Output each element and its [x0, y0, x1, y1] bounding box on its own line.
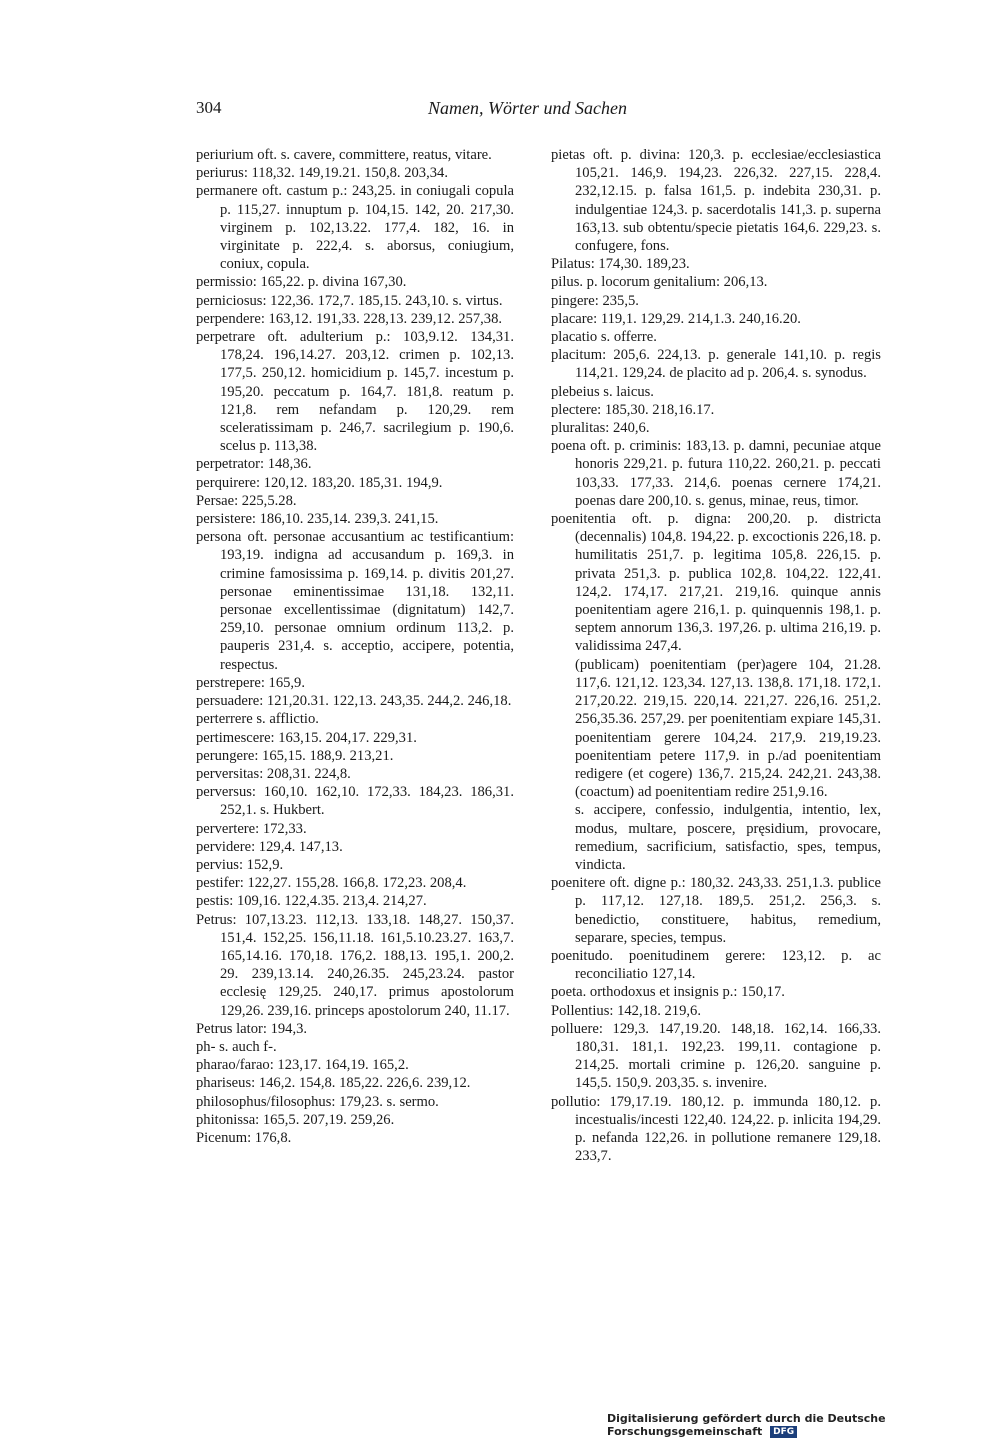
- index-entry: pervertere: 172,33.: [196, 820, 307, 837]
- index-entry: poenitentia oft. p. digna: 200,20. p. districta (decennalis) 104,8. 194,22. p. excoctionis 226,18. p. humilitatis 251,7. p. legitima 105,8. 226,15. p. privata 251,3. p. publica 102,8. 104,22. 122,41. 124,2. 174,17. 217,21. 219,16. quinque annis poenitentiam agere 216,1. p. quinquennis 198,1. p. septem annorum 136,3. 197,26. p. ultima 216,19. p. validissima 247,4.: [551, 511, 881, 655]
- index-entry: pharao/farao: 123,17. 164,19. 165,2.: [196, 1057, 409, 1074]
- index-entry: poeta. orthodoxus et insignis p.: 150,17.: [551, 984, 785, 1001]
- index-entry: pestifer: 122,27. 155,28. 166,8. 172,23. 208,4.: [196, 875, 467, 892]
- index-entry: Persae: 225,5.28.: [196, 492, 297, 509]
- running-title: Namen, Wörter und Sachen: [428, 98, 627, 118]
- index-entry: placatio s. offerre.: [551, 329, 657, 346]
- index-entry: persistere: 186,10. 235,14. 239,3. 241,15.: [196, 511, 439, 528]
- index-entry: periurus: 118,32. 149,19.21. 150,8. 203,34.: [196, 165, 448, 182]
- index-entry: perstrepere: 165,9.: [196, 674, 306, 691]
- page-header: [196, 98, 896, 124]
- index-column-right: [551, 146, 881, 1165]
- page-number: 304: [196, 98, 222, 117]
- index-entry: perversitas: 208,31. 224,8.: [196, 765, 351, 782]
- index-entry: pertimescere: 163,15. 204,17. 229,31.: [196, 729, 417, 746]
- index-entry: persona oft. personae accusantium ac testificantium: 193,19. indigna ad accusandum p. 169,3. in crimine famosissima p. 169,14. p. divitis 201,27. personae eminentissimae 131,18. 132,11. personae excellentissimae (dignitatum) 142,7. 259,10. personae omnium ordinum 113,2. p. pauperis 231,4. s. acceptio, accipere, potentia, respectus.: [196, 529, 514, 673]
- credit-text: Digitalisierung gefördert durch die Deutsche Forschungsgemeinschaft: [607, 1412, 886, 1438]
- index-entry: periurium oft. s. cavere, committere, reatus, vitare.: [196, 147, 492, 163]
- index-entry: permissio: 165,22. p. divina 167,30.: [196, 274, 407, 291]
- index-entry: perpetrare oft. adulterium p.: 103,9.12. 134,31. 178,24. 196,14.27. 203,12. crimen p. 102,13. 177,5. 250,12. homicidium p. 145,7. incestum p. 195,20. peccatum p. 164,7. 181,8. reatum p. 121,8. rem nefandam p. 120,29. rem sceleratissimam p. 246,7. sacrilegium p. 190,6. scelus p. 113,38.: [196, 329, 514, 455]
- index-entry: pervidere: 129,4. 147,13.: [196, 838, 343, 855]
- index-entry: perniciosus: 122,36. 172,7. 185,15. 243,10. s. virtus.: [196, 292, 503, 309]
- index-entry: persuadere: 121,20.31. 122,13. 243,35. 244,2. 246,18.: [196, 693, 512, 710]
- index-entry: placitum: 205,6. 224,13. p. generale 141,10. p. regis 114,21. 129,24. de placito ad p. 206,4. s. synodus.: [551, 347, 881, 382]
- index-entry: phariseus: 146,2. 154,8. 185,22. 226,6. 239,12.: [196, 1075, 471, 1092]
- index-entry: polluere: 129,3. 147,19.20. 148,18. 162,14. 166,33. 180,31. 181,1. 192,23. 199,11. contagione p. 214,25. mortali crimine p. 126,20. sanguine p. 145,5. 150,9. 203,35. s. invenire.: [551, 1020, 881, 1092]
- dfg-logo: DFG: [770, 1426, 797, 1438]
- index-entry: perversus: 160,10. 162,10. 172,33. 184,23. 186,31. 252,1. s. Hukbert.: [196, 784, 514, 819]
- index-entry: pluralitas: 240,6.: [551, 420, 650, 437]
- index-entry-continuation: (publicam) poenitentiam (per)agere 104, 21.28. 117,6. 121,12. 123,34. 127,13. 138,8. 171,18. 172,1. 217,20.22. 219,15. 220,14. 221,27. 226,16. 251,2. 256,35.36. 257,29. per poenitentiam expiare 145,31. poenitentiam gerere 104,24. 217,9. 219,19.23. poenitentiam petere 117,9. in p./ad poenitentiam redigere (et cogere) 136,7. 215,24. 242,21. 243,38. (coactum) ad poenitentiam redire 251,9.16.: [575, 656, 881, 801]
- index-entry: pilus. p. locorum genitalium: 206,13.: [551, 274, 768, 291]
- index-entry: philosophus/filosophus: 179,23. s. sermo.: [196, 1093, 439, 1110]
- index-entry: perpendere: 163,12. 191,33. 228,13. 239,12. 257,38.: [196, 310, 503, 327]
- index-entry: perterrere s. afflictio.: [196, 711, 319, 728]
- index-entry: pestis: 109,16. 122,4.35. 213,4. 214,27.: [196, 893, 427, 910]
- index-entry: phitonissa: 165,5. 207,19. 259,26.: [196, 1111, 395, 1128]
- index-entry-continuation: s. accipere, confessio, indulgentia, intentio, lex, modus, multare, poscere, pręsidium, provocare, remedium, sacrificium, satisfactio, spes, tempus, vindicta.: [575, 802, 881, 873]
- index-column-left: [196, 146, 514, 1147]
- index-entry: poenitere oft. digne p.: 180,32. 243,33. 251,1.3. publice p. 117,12. 127,18. 189,5. 251,2. 256,3. s. benedictio, constituere, habitus, remedium, separare, species, tempus.: [551, 875, 881, 946]
- index-entry: perungere: 165,15. 188,9. 213,21.: [196, 747, 394, 764]
- digitization-credit: [607, 1412, 1000, 1438]
- index-entry: Picenum: 176,8.: [196, 1129, 292, 1146]
- index-entry: placare: 119,1. 129,29. 214,1.3. 240,16.20.: [551, 310, 801, 327]
- index-entry: pingere: 235,5.: [551, 292, 639, 309]
- index-entry: pollutio: 179,17.19. 180,12. p. immunda 180,12. p. incestualis/incesti 122,40. 124,22. p. inlicita 194,29. p. nefanda 122,26. in pollutione remanere 129,18. 233,7.: [551, 1093, 881, 1165]
- index-entry: poenitudo. poenitudinem gerere: 123,12. p. ac reconciliatio 127,14.: [551, 947, 881, 983]
- index-entry: pervius: 152,9.: [196, 856, 284, 873]
- index-entry: Petrus lator: 194,3.: [196, 1020, 308, 1037]
- index-entry: poena oft. p. criminis: 183,13. p. damni, pecuniae atque honoris 229,21. p. futura 110,22. 260,21. p. peccati 103,33. 177,33. 214,6. poenas cernere 174,21. poenas dare 200,10. s. genus, minae, reus, timor.: [551, 438, 881, 509]
- index-entry: perpetrator: 148,36.: [196, 456, 312, 473]
- index-entry: plectere: 185,30. 218,16.17.: [551, 401, 715, 418]
- index-entry: Pollentius: 142,18. 219,6.: [551, 1002, 701, 1019]
- index-entry: ph- s. auch f-.: [196, 1038, 277, 1055]
- index-entry: perquirere: 120,12. 183,20. 185,31. 194,9.: [196, 474, 443, 491]
- index-entry: pietas oft. p. divina: 120,3. p. ecclesiae/ecclesiastica 105,21. 146,9. 194,23. 226,32. 227,15. 228,4. 232,12.15. p. falsa 161,5. p. indebita 230,31. p. indulgentiae 124,3. p. sacerdotalis 141,3. p. superna 163,13. sub obtentu/specie pietatis 164,6. 229,23. s. confugere, fons.: [551, 147, 881, 255]
- index-entry: Petrus: 107,13.23. 112,13. 133,18. 148,27. 150,37. 151,4. 152,25. 156,11.18. 161,5.10.23.27. 163,7. 165,14.16. 170,18. 176,2. 188,13. 195,1. 200,2. 29. 239,13.14. 240,26.35. 245,23.24. pastor ecclesię 129,25. 240,17. primus apostolorum 129,26. 239,16. princeps apostolorum 240, 11.17.: [196, 911, 514, 1019]
- index-entry: Pilatus: 174,30. 189,23.: [551, 256, 690, 273]
- index-entry: plebeius s. laicus.: [551, 383, 654, 400]
- index-entry: permanere oft. castum p.: 243,25. in coniugali copula p. 115,27. innuptum p. 104,15. 142, 20. 217,30. virginem p. 102,13.22. 177,4. 182, 16. in virginitate p. 222,4. s. aborsus, coniugium, coniux, copula.: [196, 183, 514, 273]
